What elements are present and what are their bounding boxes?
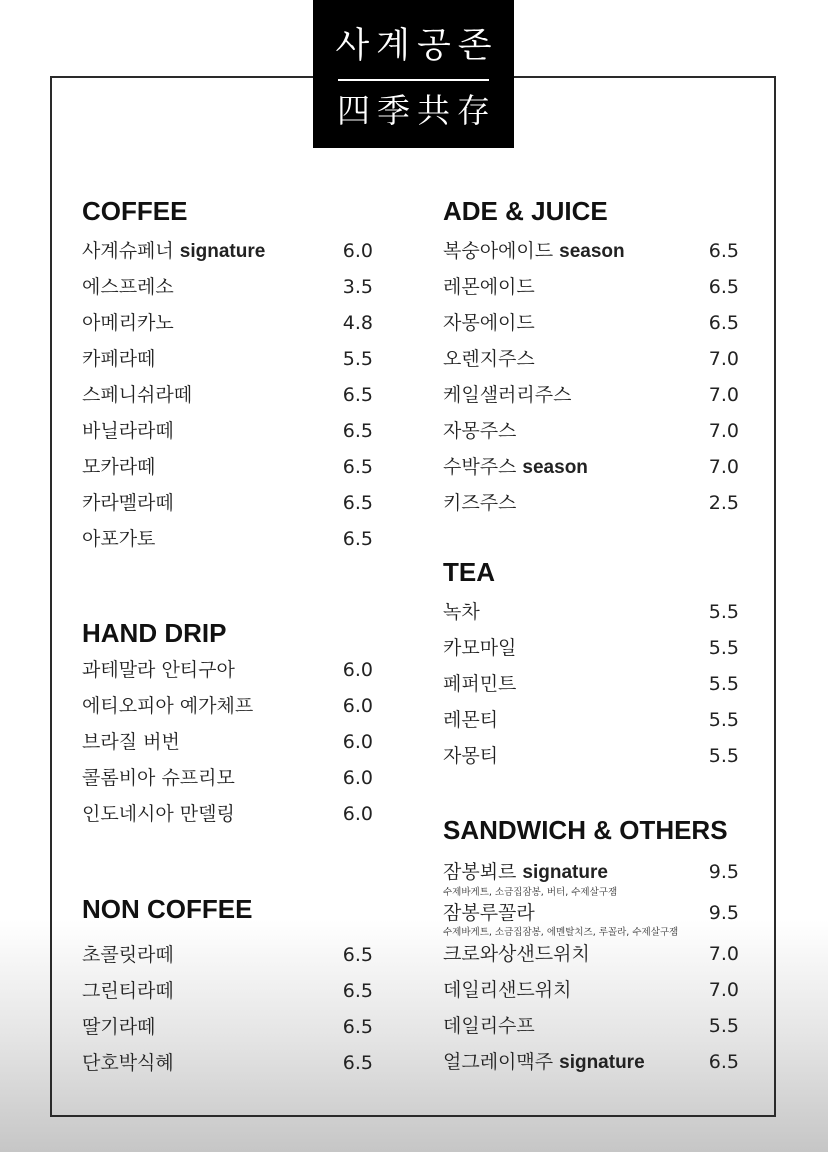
- item-name: 자몽티: [443, 745, 499, 767]
- item-price: 6.0: [342, 731, 373, 753]
- menu-item: [82, 488, 373, 518]
- item-name: 바닐라라떼: [82, 420, 174, 442]
- item-name: 초콜릿라떼: [82, 944, 174, 966]
- item-price: 5.5: [342, 348, 373, 370]
- item-price: 4.8: [342, 312, 373, 334]
- title-block: [313, 0, 514, 148]
- menu-item: [82, 344, 373, 374]
- menu-item: [82, 691, 373, 721]
- item-price: 7.0: [708, 943, 739, 965]
- section-heading-coffee: COFFEE: [82, 196, 188, 226]
- menu-item: [443, 236, 739, 266]
- item-name: 에티오피아 예가체프: [82, 695, 254, 717]
- section-heading-ade-juice: ADE & JUICE: [443, 196, 608, 226]
- item-price: 5.5: [708, 601, 739, 623]
- menu-item: [82, 1048, 373, 1078]
- item-name: 딸기라떼: [82, 1016, 156, 1038]
- item-price: 6.0: [342, 767, 373, 789]
- signature-tag: signature: [179, 241, 266, 262]
- item-name: 그린티라떼: [82, 980, 174, 1002]
- menu-item: [443, 380, 739, 410]
- item-price: 6.5: [708, 240, 739, 262]
- menu-item: [443, 344, 739, 374]
- item-price: 7.0: [708, 456, 739, 478]
- item-price: 5.5: [708, 673, 739, 695]
- menu-item: [443, 1011, 739, 1041]
- item-price: 6.5: [342, 492, 373, 514]
- item-price: 7.0: [708, 420, 739, 442]
- item-name: 케일샐러리주스: [443, 384, 572, 406]
- item-price: 6.5: [342, 1016, 373, 1038]
- item-price: 6.0: [342, 803, 373, 825]
- item-name: 녹차: [443, 601, 480, 623]
- item-name: 수박주스 season: [443, 456, 588, 478]
- item-name: 자몽에이드: [443, 312, 535, 334]
- season-tag: season: [559, 241, 625, 262]
- item-price: 6.5: [342, 420, 373, 442]
- item-name: 오렌지주스: [443, 348, 535, 370]
- item-price: 6.5: [342, 980, 373, 1002]
- signature-tag: signature: [522, 862, 608, 883]
- item-price: 6.5: [708, 312, 739, 334]
- item-name: 에스프레소: [82, 276, 174, 298]
- item-price: 7.0: [708, 348, 739, 370]
- item-price: 6.5: [708, 1051, 739, 1073]
- menu-item: [443, 272, 739, 302]
- item-name: 카모마일: [443, 637, 517, 659]
- item-price: 5.5: [708, 1015, 739, 1037]
- item-price: 6.0: [342, 240, 373, 262]
- title-korean: 사계공존: [335, 26, 499, 66]
- item-name: 인도네시아 만델링: [82, 803, 235, 825]
- menu-item: [82, 524, 373, 554]
- menu-item: [82, 416, 373, 446]
- menu-item: [82, 727, 373, 757]
- item-name: 레몬티: [443, 709, 499, 731]
- section-heading-hand-drip: HAND DRIP: [82, 618, 227, 648]
- menu-item: [443, 633, 739, 663]
- item-price: 6.5: [342, 528, 373, 550]
- item-price: 3.5: [342, 276, 373, 298]
- item-name: 레몬에이드: [443, 276, 535, 298]
- item-name: 스페니쉬라떼: [82, 384, 193, 406]
- item-price: 6.5: [342, 1052, 373, 1074]
- item-name: 잠봉뵈르 signature: [443, 861, 608, 883]
- item-price: 6.5: [342, 384, 373, 406]
- title-divider: [338, 79, 489, 81]
- menu-item: [82, 655, 373, 685]
- item-price: 6.5: [342, 456, 373, 478]
- item-name: 카라멜라떼: [82, 492, 174, 514]
- item-name: 복숭아에이드 season: [443, 240, 625, 262]
- menu-item: [443, 452, 739, 482]
- item-price: 9.5: [708, 902, 739, 924]
- menu-item: [443, 308, 739, 338]
- menu-item: [443, 741, 739, 771]
- item-price: 7.0: [708, 384, 739, 406]
- menu-item: [443, 488, 739, 518]
- item-name: 모카라떼: [82, 456, 156, 478]
- item-price: 2.5: [708, 492, 739, 514]
- menu-item: [443, 416, 739, 446]
- menu-item: [82, 380, 373, 410]
- menu-item: [82, 272, 373, 302]
- menu-item: [443, 939, 739, 969]
- item-name: 아포가토: [82, 528, 156, 550]
- menu-item: [82, 452, 373, 482]
- section-heading-non-coffee: NON COFFEE: [82, 894, 253, 924]
- signature-tag: signature: [559, 1052, 645, 1073]
- menu-item: [443, 975, 739, 1005]
- menu-item: [82, 236, 373, 266]
- item-name: 브라질 버번: [82, 731, 180, 753]
- item-price: 6.5: [342, 944, 373, 966]
- item-price: 6.5: [708, 276, 739, 298]
- item-name: 사계슈페너 signature: [82, 240, 266, 262]
- season-tag: season: [522, 457, 588, 478]
- item-name: 단호박식혜: [82, 1052, 174, 1074]
- item-price: 9.5: [708, 861, 739, 883]
- menu-item: [443, 857, 739, 887]
- menu-item: [82, 308, 373, 338]
- menu-item: [82, 1012, 373, 1042]
- item-name: 얼그레이맥주 signature: [443, 1051, 645, 1073]
- menu-item: [82, 799, 373, 829]
- item-name: 카페라떼: [82, 348, 156, 370]
- menu-item: [82, 763, 373, 793]
- item-price: 5.5: [708, 745, 739, 767]
- item-price: 7.0: [708, 979, 739, 1001]
- item-name: 페퍼민트: [443, 673, 517, 695]
- item-price: 5.5: [708, 637, 739, 659]
- item-name: 데일리샌드위치: [443, 979, 572, 1001]
- section-heading-tea: TEA: [443, 557, 495, 587]
- item-name: 잠봉루꼴라: [443, 902, 535, 924]
- item-name: 과테말라 안티구아: [82, 659, 235, 681]
- item-description: 수제바게트, 소금집잠봉, 에멘탈치즈, 루꼴라, 수제살구잼: [443, 927, 679, 938]
- item-name: 아메리카노: [82, 312, 174, 334]
- item-name: 자몽주스: [443, 420, 517, 442]
- menu-item: [82, 976, 373, 1006]
- section-heading-sandwich: SANDWICH & OTHERS: [443, 815, 728, 845]
- item-price: 6.0: [342, 695, 373, 717]
- menu-item: [443, 898, 739, 928]
- item-name: 크로와상샌드위치: [443, 943, 590, 965]
- item-name: 키즈주스: [443, 492, 517, 514]
- item-name: 데일리수프: [443, 1015, 535, 1037]
- menu-item: [443, 669, 739, 699]
- item-name: 콜롬비아 슈프리모: [82, 767, 235, 789]
- menu-item: [443, 597, 739, 627]
- item-price: 5.5: [708, 709, 739, 731]
- menu-item: [443, 1047, 739, 1077]
- item-description: 수제바게트, 소금집잠봉, 버터, 수제살구잼: [443, 887, 618, 898]
- item-price: 6.0: [342, 659, 373, 681]
- menu-item: [443, 705, 739, 735]
- menu-item: [82, 940, 373, 970]
- title-hanja: 四季共存: [337, 91, 497, 130]
